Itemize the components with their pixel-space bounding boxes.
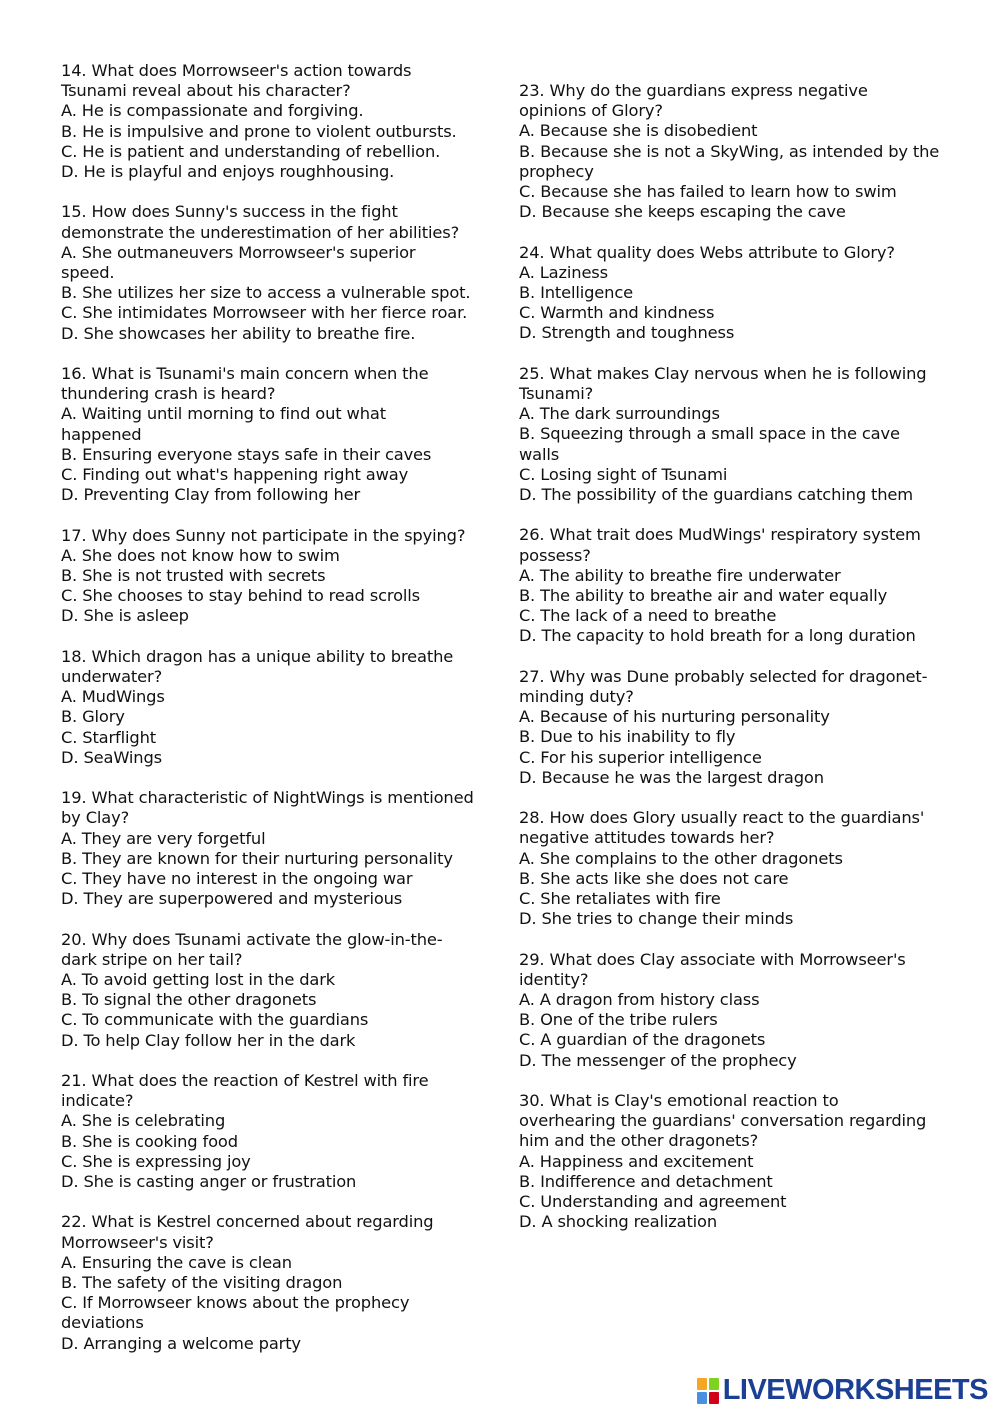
question-line: D. She is casting anger or frustration xyxy=(61,1172,357,1192)
question-line: B. She acts like she does not care xyxy=(519,868,789,888)
question-text: 29. What does Clay associate with Morrowseer's xyxy=(519,949,906,969)
question-line: A. She is celebrating xyxy=(61,1111,226,1131)
question-line: B. The ability to breathe air and water equally xyxy=(519,586,888,606)
question-line: B. Glory xyxy=(61,707,125,727)
question-text: 28. How does Glory usually react to the guardians' xyxy=(519,808,925,828)
question-line: D. Because she keeps escaping the cave xyxy=(519,202,846,222)
question-block xyxy=(519,525,959,646)
question-line: B. One of the tribe rulers xyxy=(519,1010,718,1030)
question-line: A. Waiting until morning to find out what xyxy=(61,404,386,424)
question-line: C. Finding out what's happening right away xyxy=(61,465,409,485)
brand-text: LIVEWORKSHEETS xyxy=(722,1374,988,1406)
question-line: minding duty? xyxy=(519,687,634,707)
question-block xyxy=(519,243,959,344)
question-line: Tsunami reveal about his character? xyxy=(61,81,351,101)
question-line: C. She intimidates Morrowseer with her fierce roar. xyxy=(61,303,468,323)
question-line: D. They are superpowered and mysterious xyxy=(61,889,403,909)
question-text: 16. What is Tsunami's main concern when the xyxy=(61,364,429,384)
question-line: overhearing the guardians' conversation regarding xyxy=(519,1111,927,1131)
question-line: A. He is compassionate and forgiving. xyxy=(61,101,364,121)
question-line: B. Squeezing through a small space in the cave xyxy=(519,424,900,444)
question-block xyxy=(519,808,959,929)
question-line: prophecy xyxy=(519,161,594,181)
question-line: D. Because he was the largest dragon xyxy=(519,767,824,787)
question-block xyxy=(519,364,959,505)
logo-square-2 xyxy=(709,1378,719,1390)
question-line: A. They are very forgetful xyxy=(61,828,266,848)
liveworksheets-logo-icon xyxy=(697,1378,719,1404)
question-line: possess? xyxy=(519,545,591,565)
question-line: A. Because of his nurturing personality xyxy=(519,707,830,727)
question-line: C. He is patient and understanding of rebellion. xyxy=(61,141,441,161)
question-line: D. She showcases her ability to breathe fire. xyxy=(61,323,416,343)
question-line: D. Arranging a welcome party xyxy=(61,1333,301,1353)
question-line: D. She tries to change their minds xyxy=(519,909,794,929)
question-line: B. Indifference and detachment xyxy=(519,1171,773,1191)
question-line: B. Because she is not a SkyWing, as intended by the xyxy=(519,141,940,161)
question-line: A. She outmaneuvers Morrowseer's superior xyxy=(61,242,416,262)
question-line: D. Strength and toughness xyxy=(519,323,735,343)
question-text: 15. How does Sunny's success in the fight xyxy=(61,202,398,222)
left-column xyxy=(61,61,501,1374)
question-block xyxy=(519,667,959,788)
question-line: C. Because she has failed to learn how to swim xyxy=(519,182,897,202)
question-line: B. To signal the other dragonets xyxy=(61,990,317,1010)
question-line: Tsunami? xyxy=(519,384,594,404)
question-line: D. She is asleep xyxy=(61,606,189,626)
question-line: A. Happiness and excitement xyxy=(519,1151,754,1171)
question-text: 18. Which dragon has a unique ability to breathe xyxy=(61,646,454,666)
question-line: B. She utilizes her size to access a vulnerable spot. xyxy=(61,283,471,303)
question-line: A. The dark surroundings xyxy=(519,404,720,424)
question-block xyxy=(61,364,501,505)
question-line: A. MudWings xyxy=(61,687,165,707)
question-line: dark stripe on her tail? xyxy=(61,949,243,969)
question-line: C. A guardian of the dragonets xyxy=(519,1030,766,1050)
question-line: D. Preventing Clay from following her xyxy=(61,485,361,505)
question-line: D. The messenger of the prophecy xyxy=(519,1050,797,1070)
question-text: 26. What trait does MudWings' respiratory system xyxy=(519,525,921,545)
question-line: B. They are known for their nurturing personality xyxy=(61,848,453,868)
question-line: A. To avoid getting lost in the dark xyxy=(61,970,336,990)
question-line: demonstrate the underestimation of her abilities? xyxy=(61,222,460,242)
question-text: 27. Why was Dune probably selected for dragonet- xyxy=(519,666,928,686)
question-block xyxy=(61,1071,501,1192)
question-text: 21. What does the reaction of Kestrel with fire xyxy=(61,1071,429,1091)
question-line: D. To help Clay follow her in the dark xyxy=(61,1030,356,1050)
question-line: A. She does not know how to swim xyxy=(61,545,340,565)
question-block xyxy=(519,950,959,1071)
question-line: Morrowseer's visit? xyxy=(61,1232,214,1252)
question-line: D. He is playful and enjoys roughhousing. xyxy=(61,162,395,182)
question-line: him and the other dragonets? xyxy=(519,1131,759,1151)
question-line: speed. xyxy=(61,263,115,283)
question-line: A. Laziness xyxy=(519,262,608,282)
question-line: B. She is cooking food xyxy=(61,1131,238,1151)
question-block xyxy=(61,930,501,1051)
question-line: C. To communicate with the guardians xyxy=(61,1010,369,1030)
question-line: indicate? xyxy=(61,1091,134,1111)
liveworksheets-brand[interactable] xyxy=(697,1374,988,1407)
question-line: deviations xyxy=(61,1313,144,1333)
question-line: walls xyxy=(519,444,560,464)
right-column xyxy=(519,81,959,1253)
question-line: C. She is expressing joy xyxy=(61,1151,251,1171)
logo-square-3 xyxy=(697,1392,707,1404)
question-text: 25. What makes Clay nervous when he is following xyxy=(519,363,927,383)
question-line: C. If Morrowseer knows about the prophecy xyxy=(61,1293,410,1313)
question-line: D. The possibility of the guardians catching them xyxy=(519,485,914,505)
question-line: C. Starflight xyxy=(61,727,156,747)
question-line: thundering crash is heard? xyxy=(61,384,276,404)
question-block xyxy=(519,81,959,222)
question-block xyxy=(61,526,501,627)
question-line: A. Because she is disobedient xyxy=(519,121,758,141)
question-line: negative attitudes towards her? xyxy=(519,828,775,848)
question-line: B. He is impulsive and prone to violent outbursts. xyxy=(61,121,457,141)
question-line: identity? xyxy=(519,969,589,989)
question-line: C. She chooses to stay behind to read scrolls xyxy=(61,586,420,606)
question-text: 22. What is Kestrel concerned about regarding xyxy=(61,1212,434,1232)
question-text: 23. Why do the guardians express negative xyxy=(519,81,868,100)
question-line: D. The capacity to hold breath for a long duration xyxy=(519,626,916,646)
question-line: C. She retaliates with fire xyxy=(519,889,721,909)
question-line: D. A shocking realization xyxy=(519,1212,718,1232)
question-line: C. For his superior intelligence xyxy=(519,747,762,767)
question-text: 30. What is Clay's emotional reaction to xyxy=(519,1091,839,1111)
question-line: B. She is not trusted with secrets xyxy=(61,566,326,586)
question-line: C. The lack of a need to breathe xyxy=(519,606,777,626)
question-line: opinions of Glory? xyxy=(519,101,663,121)
question-line: C. Warmth and kindness xyxy=(519,303,715,323)
question-line: D. SeaWings xyxy=(61,747,162,767)
logo-square-4 xyxy=(709,1392,719,1404)
question-block xyxy=(61,788,501,909)
question-line: A. The ability to breathe fire underwater xyxy=(519,565,841,585)
question-line: C. Losing sight of Tsunami xyxy=(519,464,728,484)
question-text: 17. Why does Sunny not participate in the spying? xyxy=(61,525,466,545)
question-line: A. Ensuring the cave is clean xyxy=(61,1252,292,1272)
question-text: 14. What does Morrowseer's action towards xyxy=(61,61,412,80)
question-text: 19. What characteristic of NightWings is mentioned xyxy=(61,788,474,808)
question-line: B. Due to his inability to fly xyxy=(519,727,736,747)
question-block xyxy=(61,202,501,343)
question-line: B. Intelligence xyxy=(519,283,634,303)
question-line: A. A dragon from history class xyxy=(519,990,760,1010)
question-block xyxy=(61,1212,501,1353)
question-line: B. Ensuring everyone stays safe in their caves xyxy=(61,444,432,464)
question-block xyxy=(519,1091,959,1232)
question-line: happened xyxy=(61,424,142,444)
question-line: by Clay? xyxy=(61,808,130,828)
question-text: 20. Why does Tsunami activate the glow-in-the- xyxy=(61,929,443,949)
logo-square-1 xyxy=(697,1378,707,1390)
question-block xyxy=(61,61,501,182)
question-line: underwater? xyxy=(61,667,163,687)
question-line: C. Understanding and agreement xyxy=(519,1192,787,1212)
question-line: B. The safety of the visiting dragon xyxy=(61,1273,343,1293)
question-line: A. She complains to the other dragonets xyxy=(519,848,843,868)
question-line: C. They have no interest in the ongoing war xyxy=(61,869,413,889)
question-text: 24. What quality does Webs attribute to Glory? xyxy=(519,242,895,262)
question-block xyxy=(61,647,501,768)
